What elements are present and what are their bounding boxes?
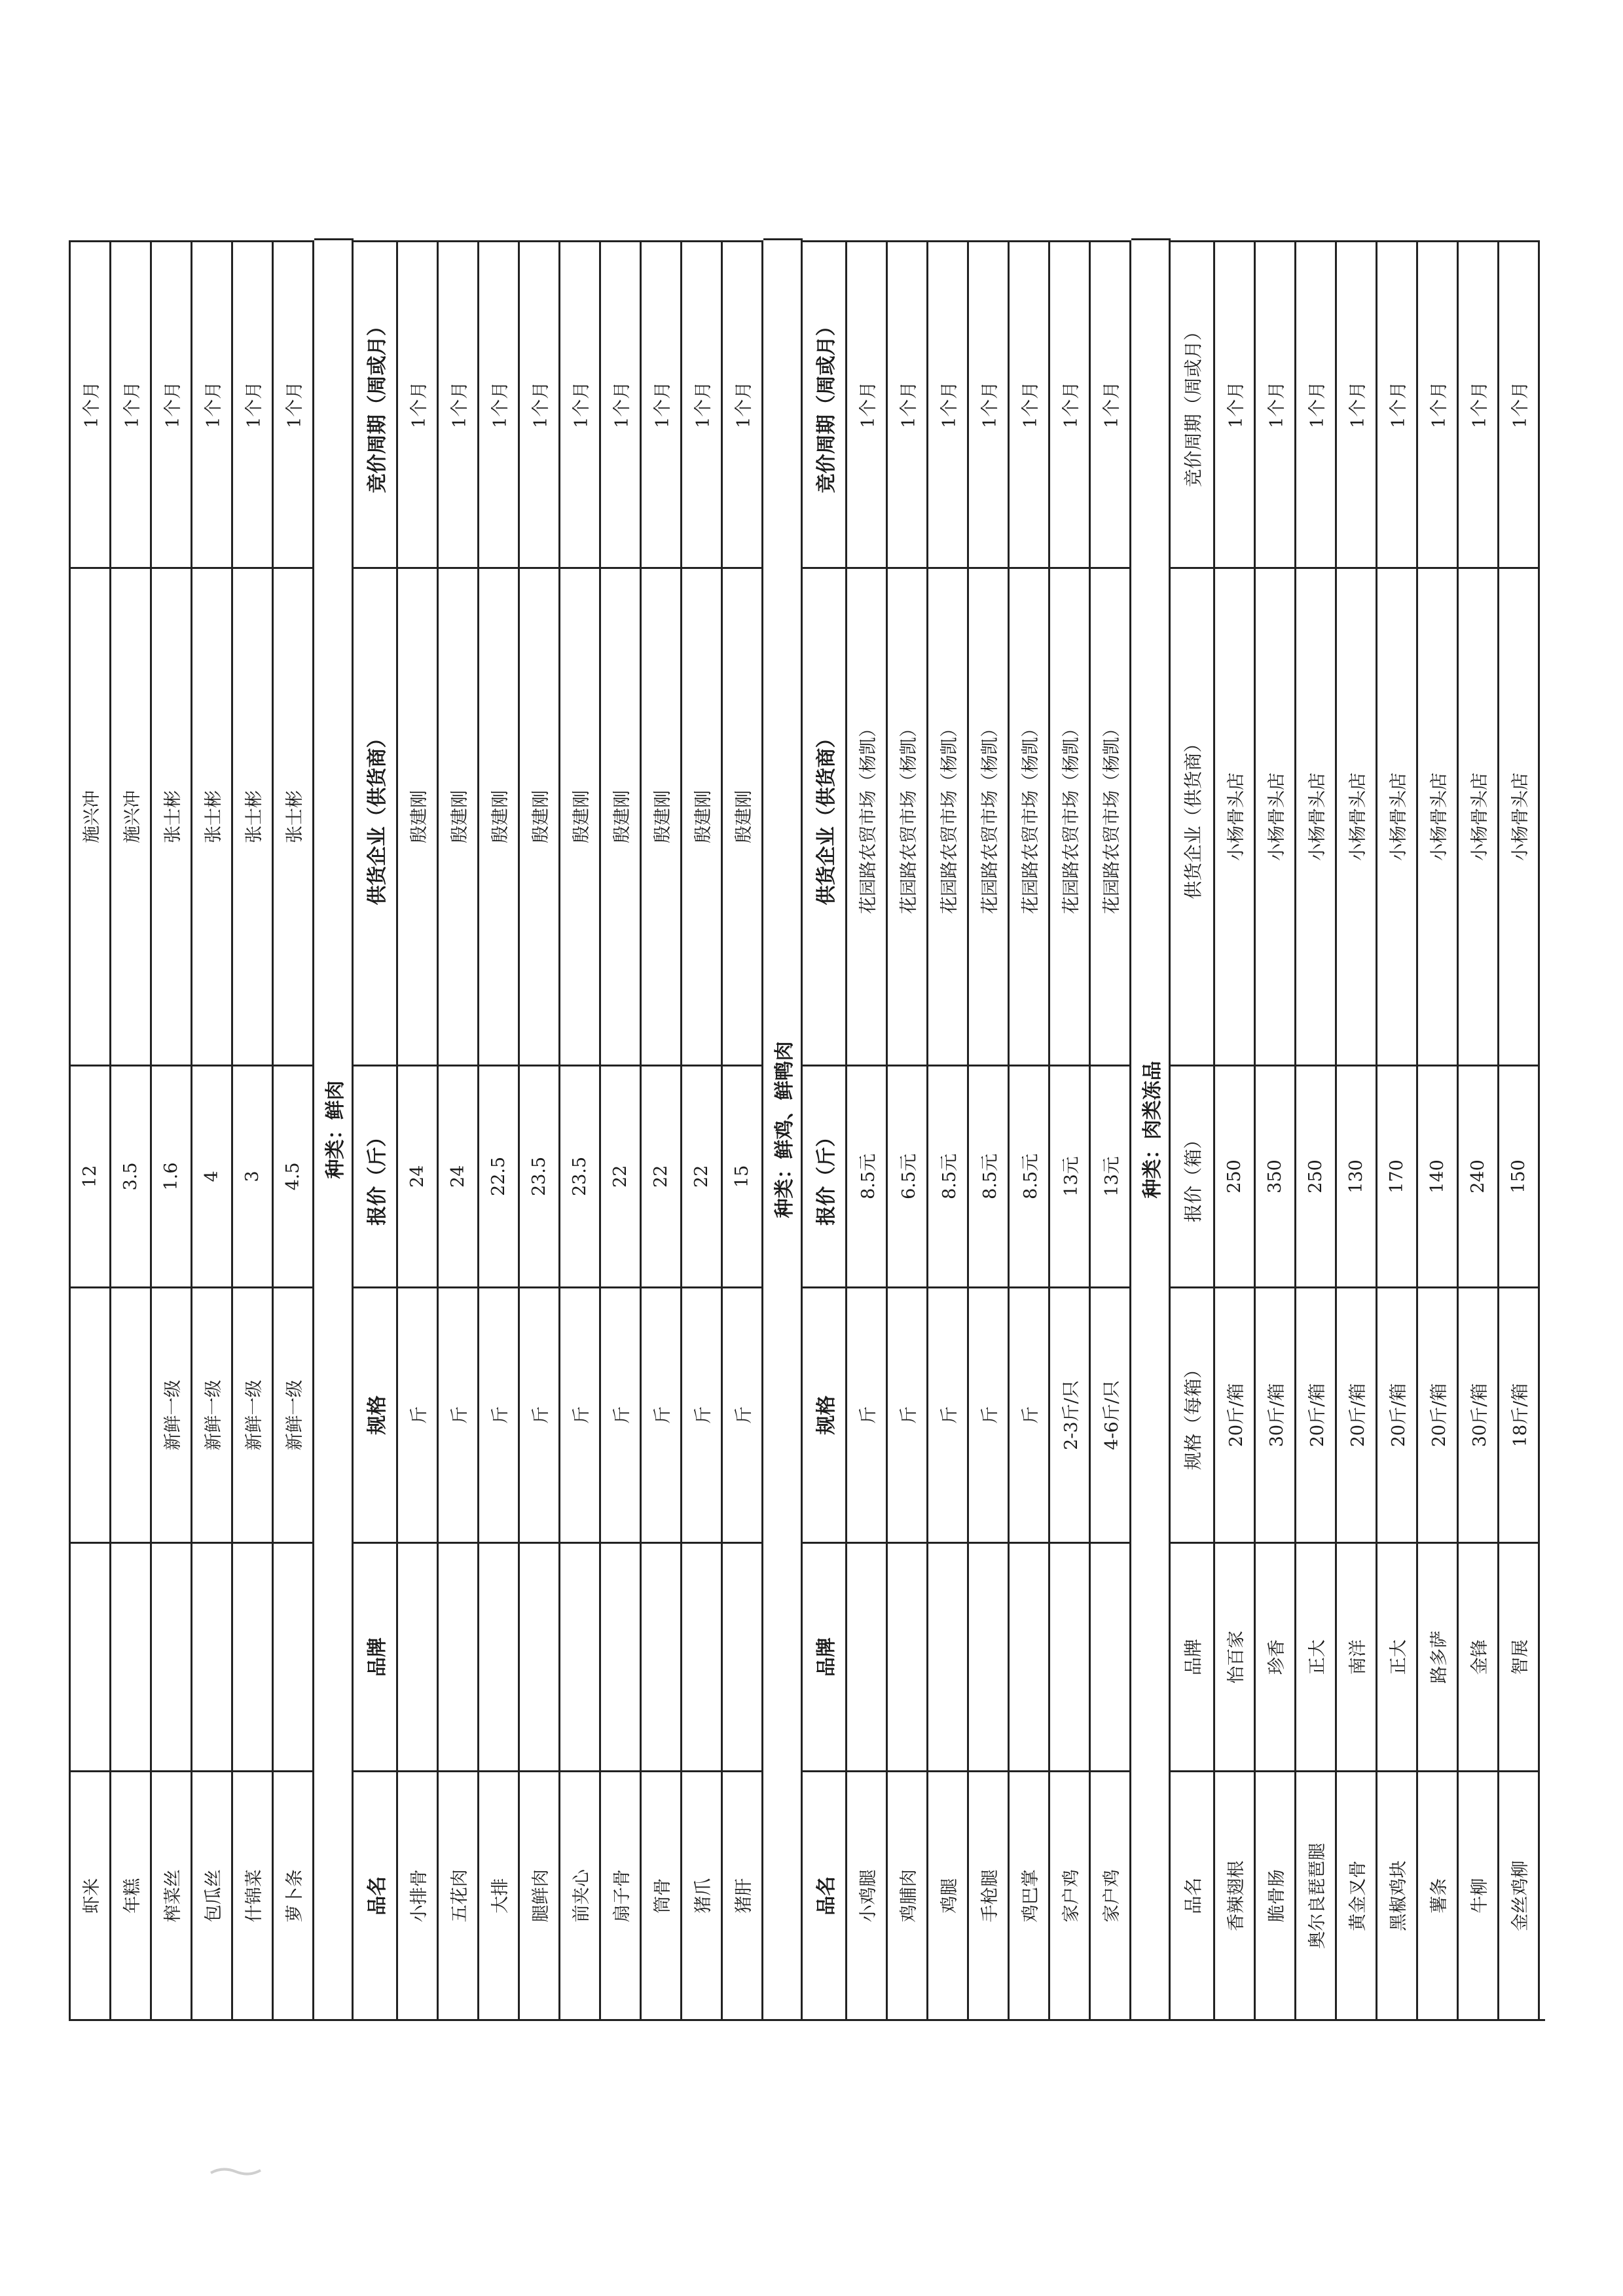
cell-supplier: 小杨骨头店 (1215, 567, 1256, 1064)
table-row (888, 240, 928, 2019)
cell-price: 15 (723, 1065, 763, 1287)
cell-brand: 金锋 (1459, 1542, 1499, 1771)
cell-brand (479, 1542, 520, 1771)
cell-spec: 20斤/箱 (1337, 1286, 1377, 1542)
cell-spec: 18斤/箱 (1499, 1286, 1540, 1542)
cell-cycle: 1个月 (520, 240, 560, 567)
cell-name: 五花肉 (439, 1770, 479, 2019)
cell-price: 8.5元 (1010, 1065, 1050, 1287)
cell-cycle: 1个月 (274, 240, 314, 567)
table-row (520, 240, 560, 2019)
cell-cycle: 1个月 (1215, 240, 1256, 567)
table-row (1459, 240, 1499, 2019)
cell-brand: 智展 (1499, 1542, 1540, 1771)
cell-price: 22 (601, 1065, 642, 1287)
cell-brand (274, 1542, 314, 1771)
cell-supplier: 张士彬 (233, 567, 274, 1064)
cell-price: 1.6 (152, 1065, 192, 1287)
cell-brand: 南洋 (1337, 1542, 1377, 1771)
cell-brand (111, 1542, 152, 1771)
cell-brand (560, 1542, 601, 1771)
table-row (1418, 240, 1459, 2019)
cell-supplier: 小杨骨头店 (1296, 567, 1337, 1064)
cell-spec: 20斤/箱 (1296, 1286, 1337, 1542)
cell-cycle: 1个月 (152, 240, 192, 567)
cell-name: 筒骨 (642, 1770, 682, 2019)
cell-spec (111, 1286, 152, 1542)
cell-name: 鸡脯肉 (888, 1770, 928, 2019)
cell-cycle: 1个月 (1010, 240, 1050, 567)
table-row (1256, 240, 1296, 2019)
cell-cycle: 1个月 (1050, 240, 1091, 567)
cell-price: 240 (1459, 1065, 1499, 1287)
cell-name: 黑椒鸡块 (1377, 1770, 1418, 2019)
cell-cycle: 1个月 (847, 240, 888, 567)
cell-brand: 品牌 (1171, 1542, 1215, 1771)
cell-spec: 规格（每箱） (1171, 1286, 1215, 1542)
cell-name: 榨菜丝 (152, 1770, 192, 2019)
cell-supplier: 殷建刚 (723, 567, 763, 1064)
cell-supplier: 花园路农贸市场（杨凯） (1091, 567, 1131, 1064)
table-row (152, 240, 192, 2019)
cell-name: 薯条 (1418, 1770, 1459, 2019)
cell-price: 350 (1256, 1065, 1296, 1287)
cell-cycle: 1个月 (888, 240, 928, 567)
cell-price: 报价（斤） (803, 1065, 847, 1287)
cell-supplier: 殷建刚 (682, 567, 723, 1064)
cell-brand (520, 1542, 560, 1771)
cell-price: 3 (233, 1065, 274, 1287)
table-row (398, 240, 439, 2019)
table-row (1091, 240, 1131, 2019)
cell-supplier: 小杨骨头店 (1337, 567, 1377, 1064)
cell-spec: 4-6斤/只 (1091, 1286, 1131, 1542)
cell-name: 前夹心 (560, 1770, 601, 2019)
cell-brand (928, 1542, 969, 1771)
table-row (928, 240, 969, 2019)
table-row (969, 240, 1010, 2019)
cell-brand: 路多萨 (1418, 1542, 1459, 1771)
cell-spec: 30斤/箱 (1256, 1286, 1296, 1542)
cell-cycle: 1个月 (642, 240, 682, 567)
cell-name: 扇子骨 (601, 1770, 642, 2019)
cell-cycle: 1个月 (1459, 240, 1499, 567)
cell-name: 奥尔良琵琶腿 (1296, 1770, 1337, 2019)
cell-cycle: 1个月 (111, 240, 152, 567)
cell-name: 品名 (1171, 1770, 1215, 2019)
cell-brand: 品牌 (803, 1542, 847, 1771)
cell-spec: 新鲜一级 (274, 1286, 314, 1542)
cell-spec: 斤 (560, 1286, 601, 1542)
cell-brand (152, 1542, 192, 1771)
cell-name: 腿鲜肉 (520, 1770, 560, 2019)
cell-spec: 斤 (928, 1286, 969, 1542)
cell-brand (682, 1542, 723, 1771)
cell-spec: 斤 (479, 1286, 520, 1542)
cell-price: 24 (398, 1065, 439, 1287)
cell-brand (233, 1542, 274, 1771)
cell-cycle: 1个月 (233, 240, 274, 567)
cell-name: 金丝鸡柳 (1499, 1770, 1540, 2019)
table-row (847, 240, 888, 2019)
table-row (682, 240, 723, 2019)
cell-price: 8.5元 (847, 1065, 888, 1287)
cell-cycle: 1个月 (969, 240, 1010, 567)
cell-spec: 斤 (398, 1286, 439, 1542)
cell-brand (642, 1542, 682, 1771)
cell-name: 包瓜丝 (192, 1770, 233, 2019)
cell-supplier: 张士彬 (274, 567, 314, 1064)
cell-brand: 正大 (1377, 1542, 1418, 1771)
cell-spec: 30斤/箱 (1459, 1286, 1499, 1542)
cell-supplier: 小杨骨头店 (1499, 567, 1540, 1064)
cell-price: 8.5元 (969, 1065, 1010, 1287)
cell-name: 什锦菜 (233, 1770, 274, 2019)
cell-price: 250 (1215, 1065, 1256, 1287)
cell-name: 脆骨肠 (1256, 1770, 1296, 2019)
cell-spec: 新鲜一级 (233, 1286, 274, 1542)
cell-name: 小鸡腿 (847, 1770, 888, 2019)
cell-price: 22 (642, 1065, 682, 1287)
cell-price: 6.5元 (888, 1065, 928, 1287)
scan-smudge (210, 2164, 262, 2181)
cell-name: 家户鸡 (1091, 1770, 1131, 2019)
cell-cycle: 1个月 (1377, 240, 1418, 567)
cell-cycle: 1个月 (192, 240, 233, 567)
table-row (1296, 240, 1337, 2019)
cell-brand (969, 1542, 1010, 1771)
cell-spec: 20斤/箱 (1377, 1286, 1418, 1542)
cell-cycle: 1个月 (928, 240, 969, 567)
cell-price: 3.5 (111, 1065, 152, 1287)
cell-supplier: 小杨骨头店 (1377, 567, 1418, 1064)
cell-name: 小排骨 (398, 1770, 439, 2019)
cell-brand (723, 1542, 763, 1771)
cell-supplier: 殷建刚 (601, 567, 642, 1064)
cell-cycle: 1个月 (1296, 240, 1337, 567)
cell-brand: 品牌 (354, 1542, 398, 1771)
cell-spec: 规格 (803, 1286, 847, 1542)
cell-brand (601, 1542, 642, 1771)
table-row (560, 240, 601, 2019)
cell-cycle: 竞价周期（周或月） (1171, 240, 1215, 567)
cell-supplier: 花园路农贸市场（杨凯） (847, 567, 888, 1064)
cell-spec: 斤 (888, 1286, 928, 1542)
cell-price: 13元 (1091, 1065, 1131, 1287)
table-row (1337, 240, 1377, 2019)
cell-brand (1010, 1542, 1050, 1771)
cell-cycle: 1个月 (1337, 240, 1377, 567)
cell-brand: 怡百家 (1215, 1542, 1256, 1771)
table-row (233, 240, 274, 2019)
cell-supplier: 供货企业（供货商） (1171, 567, 1215, 1064)
table-row (111, 240, 152, 2019)
table-row (601, 240, 642, 2019)
cell-spec: 斤 (847, 1286, 888, 1542)
cell-spec: 斤 (723, 1286, 763, 1542)
table-row (1215, 240, 1256, 2019)
cell-price: 130 (1337, 1065, 1377, 1287)
cell-supplier: 殷建刚 (439, 567, 479, 1064)
cell-price: 23.5 (560, 1065, 601, 1287)
cell-supplier: 小杨骨头店 (1459, 567, 1499, 1064)
cell-price: 报价（箱） (1171, 1065, 1215, 1287)
cell-name: 萝卜条 (274, 1770, 314, 2019)
cell-cycle: 1个月 (1499, 240, 1540, 567)
cell-supplier: 供货企业（供货商） (803, 567, 847, 1064)
cell-supplier: 施兴冲 (111, 567, 152, 1064)
cell-supplier: 小杨骨头店 (1418, 567, 1459, 1064)
cell-cycle: 1个月 (479, 240, 520, 567)
cell-supplier: 花园路农贸市场（杨凯） (888, 567, 928, 1064)
cell-supplier: 殷建刚 (642, 567, 682, 1064)
cell-name: 猪肝 (723, 1770, 763, 2019)
cell-name: 牛柳 (1459, 1770, 1499, 2019)
cell-spec: 20斤/箱 (1418, 1286, 1459, 1542)
table-row (723, 240, 763, 2019)
cell-price: 140 (1418, 1065, 1459, 1287)
cell-name: 虾米 (71, 1770, 111, 2019)
cell-supplier: 花园路农贸市场（杨凯） (928, 567, 969, 1064)
cell-spec: 斤 (969, 1286, 1010, 1542)
cell-brand (1050, 1542, 1091, 1771)
cell-spec: 斤 (439, 1286, 479, 1542)
cell-brand: 正大 (1296, 1542, 1337, 1771)
cell-price: 24 (439, 1065, 479, 1287)
cell-brand (1091, 1542, 1131, 1771)
cell-name: 品名 (803, 1770, 847, 2019)
cell-supplier: 殷建刚 (398, 567, 439, 1064)
cell-supplier: 张士彬 (192, 567, 233, 1064)
cell-brand: 珍香 (1256, 1542, 1296, 1771)
cell-cycle: 1个月 (398, 240, 439, 567)
cell-name: 鸡巴掌 (1010, 1770, 1050, 2019)
table-row (1377, 240, 1418, 2019)
cell-price: 150 (1499, 1065, 1540, 1287)
cell-price: 4.5 (274, 1065, 314, 1287)
cell-cycle: 1个月 (560, 240, 601, 567)
cell-supplier: 小杨骨头店 (1256, 567, 1296, 1064)
table-row (71, 240, 111, 2019)
cell-supplier: 殷建刚 (520, 567, 560, 1064)
cell-cycle: 1个月 (71, 240, 111, 567)
cell-brand (71, 1542, 111, 1771)
cell-supplier: 殷建刚 (560, 567, 601, 1064)
cell-cycle: 1个月 (1091, 240, 1131, 567)
cell-price: 170 (1377, 1065, 1418, 1287)
cell-name: 年糕 (111, 1770, 152, 2019)
cell-brand (847, 1542, 888, 1771)
cell-cycle: 1个月 (1418, 240, 1459, 567)
cell-supplier: 花园路农贸市场（杨凯） (1050, 567, 1091, 1064)
table-header (1171, 240, 1215, 2019)
cell-name: 品名 (354, 1770, 398, 2019)
cell-name: 手枪腿 (969, 1770, 1010, 2019)
table-row (1050, 240, 1091, 2019)
table-row (192, 240, 233, 2019)
table-row (439, 240, 479, 2019)
cell-cycle: 1个月 (723, 240, 763, 567)
cell-price: 8.5元 (928, 1065, 969, 1287)
cell-cycle: 1个月 (1256, 240, 1296, 567)
table-row (479, 240, 520, 2019)
cell-price: 22.5 (479, 1065, 520, 1287)
cell-cycle: 竞价周期（周或月） (803, 240, 847, 567)
cell-price: 13元 (1050, 1065, 1091, 1287)
cell-name: 大排 (479, 1770, 520, 2019)
cell-name: 家户鸡 (1050, 1770, 1091, 2019)
cell-price: 报价（斤） (354, 1065, 398, 1287)
cell-price: 23.5 (520, 1065, 560, 1287)
section-title: 种类：肉类冻品 (1131, 238, 1171, 2019)
cell-brand (398, 1542, 439, 1771)
cell-supplier: 供货企业（供货商） (354, 567, 398, 1064)
cell-spec: 20斤/箱 (1215, 1286, 1256, 1542)
table-row (274, 240, 314, 2019)
cell-brand (192, 1542, 233, 1771)
table-row (1010, 240, 1050, 2019)
cell-price: 22 (682, 1065, 723, 1287)
cell-price: 4 (192, 1065, 233, 1287)
cell-price: 250 (1296, 1065, 1337, 1287)
cell-supplier: 花园路农贸市场（杨凯） (969, 567, 1010, 1064)
table-row (642, 240, 682, 2019)
cell-cycle: 1个月 (682, 240, 723, 567)
cell-spec: 斤 (682, 1286, 723, 1542)
cell-spec: 斤 (642, 1286, 682, 1542)
cell-spec: 新鲜一级 (192, 1286, 233, 1542)
cell-name: 猪爪 (682, 1770, 723, 2019)
cell-name: 鸡腿 (928, 1770, 969, 2019)
table-header (354, 240, 398, 2019)
cell-supplier: 施兴冲 (71, 567, 111, 1064)
section-title: 种类：鲜肉 (314, 238, 354, 2019)
cell-spec: 规格 (354, 1286, 398, 1542)
cell-name: 香辣翅根 (1215, 1770, 1256, 2019)
cell-cycle: 1个月 (601, 240, 642, 567)
cell-cycle: 竞价周期（周或月） (354, 240, 398, 567)
cell-cycle: 1个月 (439, 240, 479, 567)
cell-spec: 斤 (601, 1286, 642, 1542)
cell-spec: 斤 (520, 1286, 560, 1542)
section-title: 种类：鲜鸡、鲜鸭肉 (763, 238, 803, 2019)
cell-name: 黄金叉骨 (1337, 1770, 1377, 2019)
cell-supplier: 殷建刚 (479, 567, 520, 1064)
cell-price: 12 (71, 1065, 111, 1287)
cell-brand (888, 1542, 928, 1771)
cell-spec: 2-3斤/只 (1050, 1286, 1091, 1542)
price-table (69, 240, 1545, 2021)
table-row (1499, 240, 1540, 2019)
cell-spec: 新鲜一级 (152, 1286, 192, 1542)
table-header (803, 240, 847, 2019)
cell-brand (439, 1542, 479, 1771)
cell-supplier: 花园路农贸市场（杨凯） (1010, 567, 1050, 1064)
cell-supplier: 张士彬 (152, 567, 192, 1064)
cell-spec: 斤 (1010, 1286, 1050, 1542)
cell-spec (71, 1286, 111, 1542)
